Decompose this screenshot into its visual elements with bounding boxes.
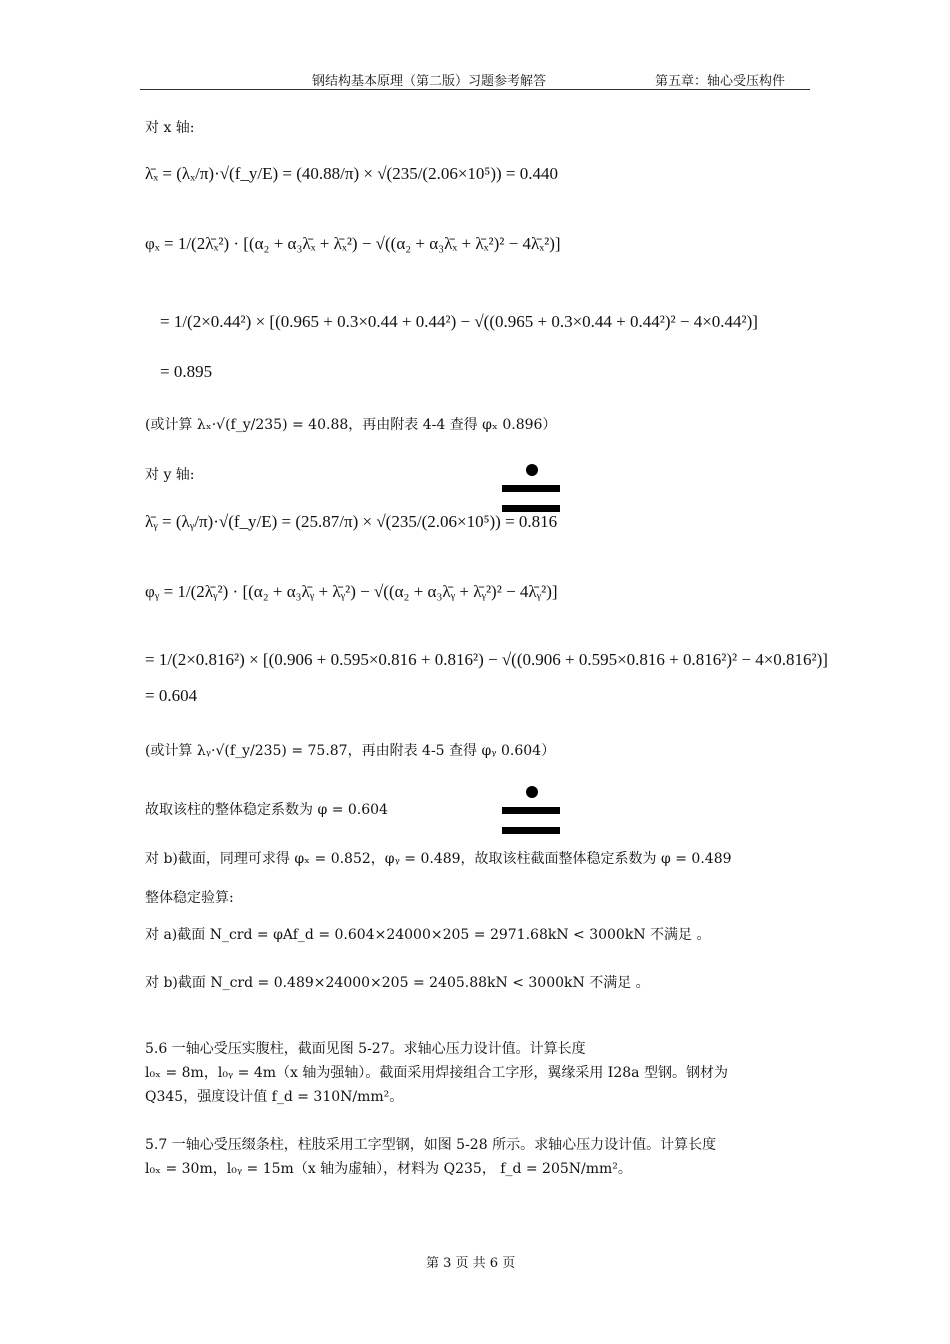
phi-x-formula: φₓ = 1/(2λ̄ₓ²) · [(α₂ + α₃λ̄ₓ + λ̄ₓ²) − √((α₂ + α₃λ̄ₓ + λ̄ₓ²)² − 4λ̄ₓ²)] (145, 234, 561, 253)
page-footer: 第 3 页 共 6 页 (426, 1256, 516, 1271)
phi-y-result: = 0.604 (145, 686, 198, 705)
alt-y-note: (或计算 λᵧ·√(f_y/235) = 75.87，再由附表 4-5 查得 φᵧ 0.604） (145, 743, 556, 759)
lambda-x-equation: λ̄ₓ = (λₓ/π)·√(f_y/E) = (40.88/π) × √(235/(2.06×10⁵)) = 0.440 (145, 164, 558, 183)
section-b-result: 对 b)截面，同理可求得 φₓ = 0.852，φᵧ = 0.489，故取该柱截面整体稳定系数为 φ = 0.489 (145, 851, 732, 867)
alt-x-note: (或计算 λₓ·√(f_y/235) = 40.88，再由附表 4-4 查得 φₓ 0.896） (145, 417, 557, 433)
phi-y-substitution: = 1/(2×0.816²) × [(0.906 + 0.595×0.816 + 0.816²) − √((0.906 + 0.595×0.816 + 0.816²)² − 4×0.816²)] (145, 650, 828, 669)
problem-5-6-line-2: l₀ₓ = 8m，l₀ᵧ = 4m（x 轴为强轴）。截面采用焊接组合工字形，翼缘采用 I28a 型钢。钢材为 (145, 1065, 728, 1081)
running-header-chapter: 第五章：轴心受压构件 (655, 74, 786, 89)
problem-5-6-line-3: Q345，强度设计值 f_d = 310N/mm²。 (145, 1089, 404, 1105)
lambda-y-equation: λ̄ᵧ = (λᵧ/π)·√(f_y/E) = (25.87/π) × √(235/(2.06×10⁵)) = 0.816 (145, 512, 558, 531)
conclusion-a: 故取该柱的整体稳定系数为 φ = 0.604 (145, 802, 388, 818)
stability-check-b: 对 b)截面 N_crd = 0.489×24000×205 = 2405.88kN < 3000kN 不满足 。 (145, 975, 650, 991)
x-axis-heading: 对 x 轴: (145, 120, 195, 136)
problem-5-7-line-2: l₀ₓ = 30m，l₀ᵧ = 15m（x 轴为虚轴），材料为 Q235， f_d = 205N/mm²。 (145, 1161, 632, 1177)
phi-x-substitution: = 1/(2×0.44²) × [(0.965 + 0.3×0.44 + 0.44²) − √((0.965 + 0.3×0.44 + 0.44²)² − 4×0.44²)] (160, 312, 758, 331)
phi-x-result: = 0.895 (160, 362, 213, 381)
stability-check-a: 对 a)截面 N_crd = φAf_d = 0.604×24000×205 = 2971.68kN < 3000kN 不满足 。 (145, 927, 711, 943)
problem-5-7-line-1: 5.7 一轴心受压缀条柱，柱肢采用工字型钢，如图 5-28 所示。求轴心压力设计值。计算长度 (145, 1137, 717, 1153)
problem-5-6-line-1: 5.6 一轴心受压实腹柱，截面见图 5-27。求轴心压力设计值。计算长度 (145, 1041, 586, 1057)
header-rule (140, 89, 810, 90)
stability-check-heading: 整体稳定验算: (145, 890, 234, 906)
y-axis-heading: 对 y 轴: (145, 467, 195, 483)
phi-y-formula: φᵧ = 1/(2λ̄ᵧ²) · [(α₂ + α₃λ̄ᵧ + λ̄ᵧ²) − √((α₂ + α₃λ̄ᵧ + λ̄ᵧ²)² − 4λ̄ᵧ²)] (145, 582, 558, 601)
running-header-title: 钢结构基本原理（第二版）习题参考解答 (312, 74, 547, 89)
